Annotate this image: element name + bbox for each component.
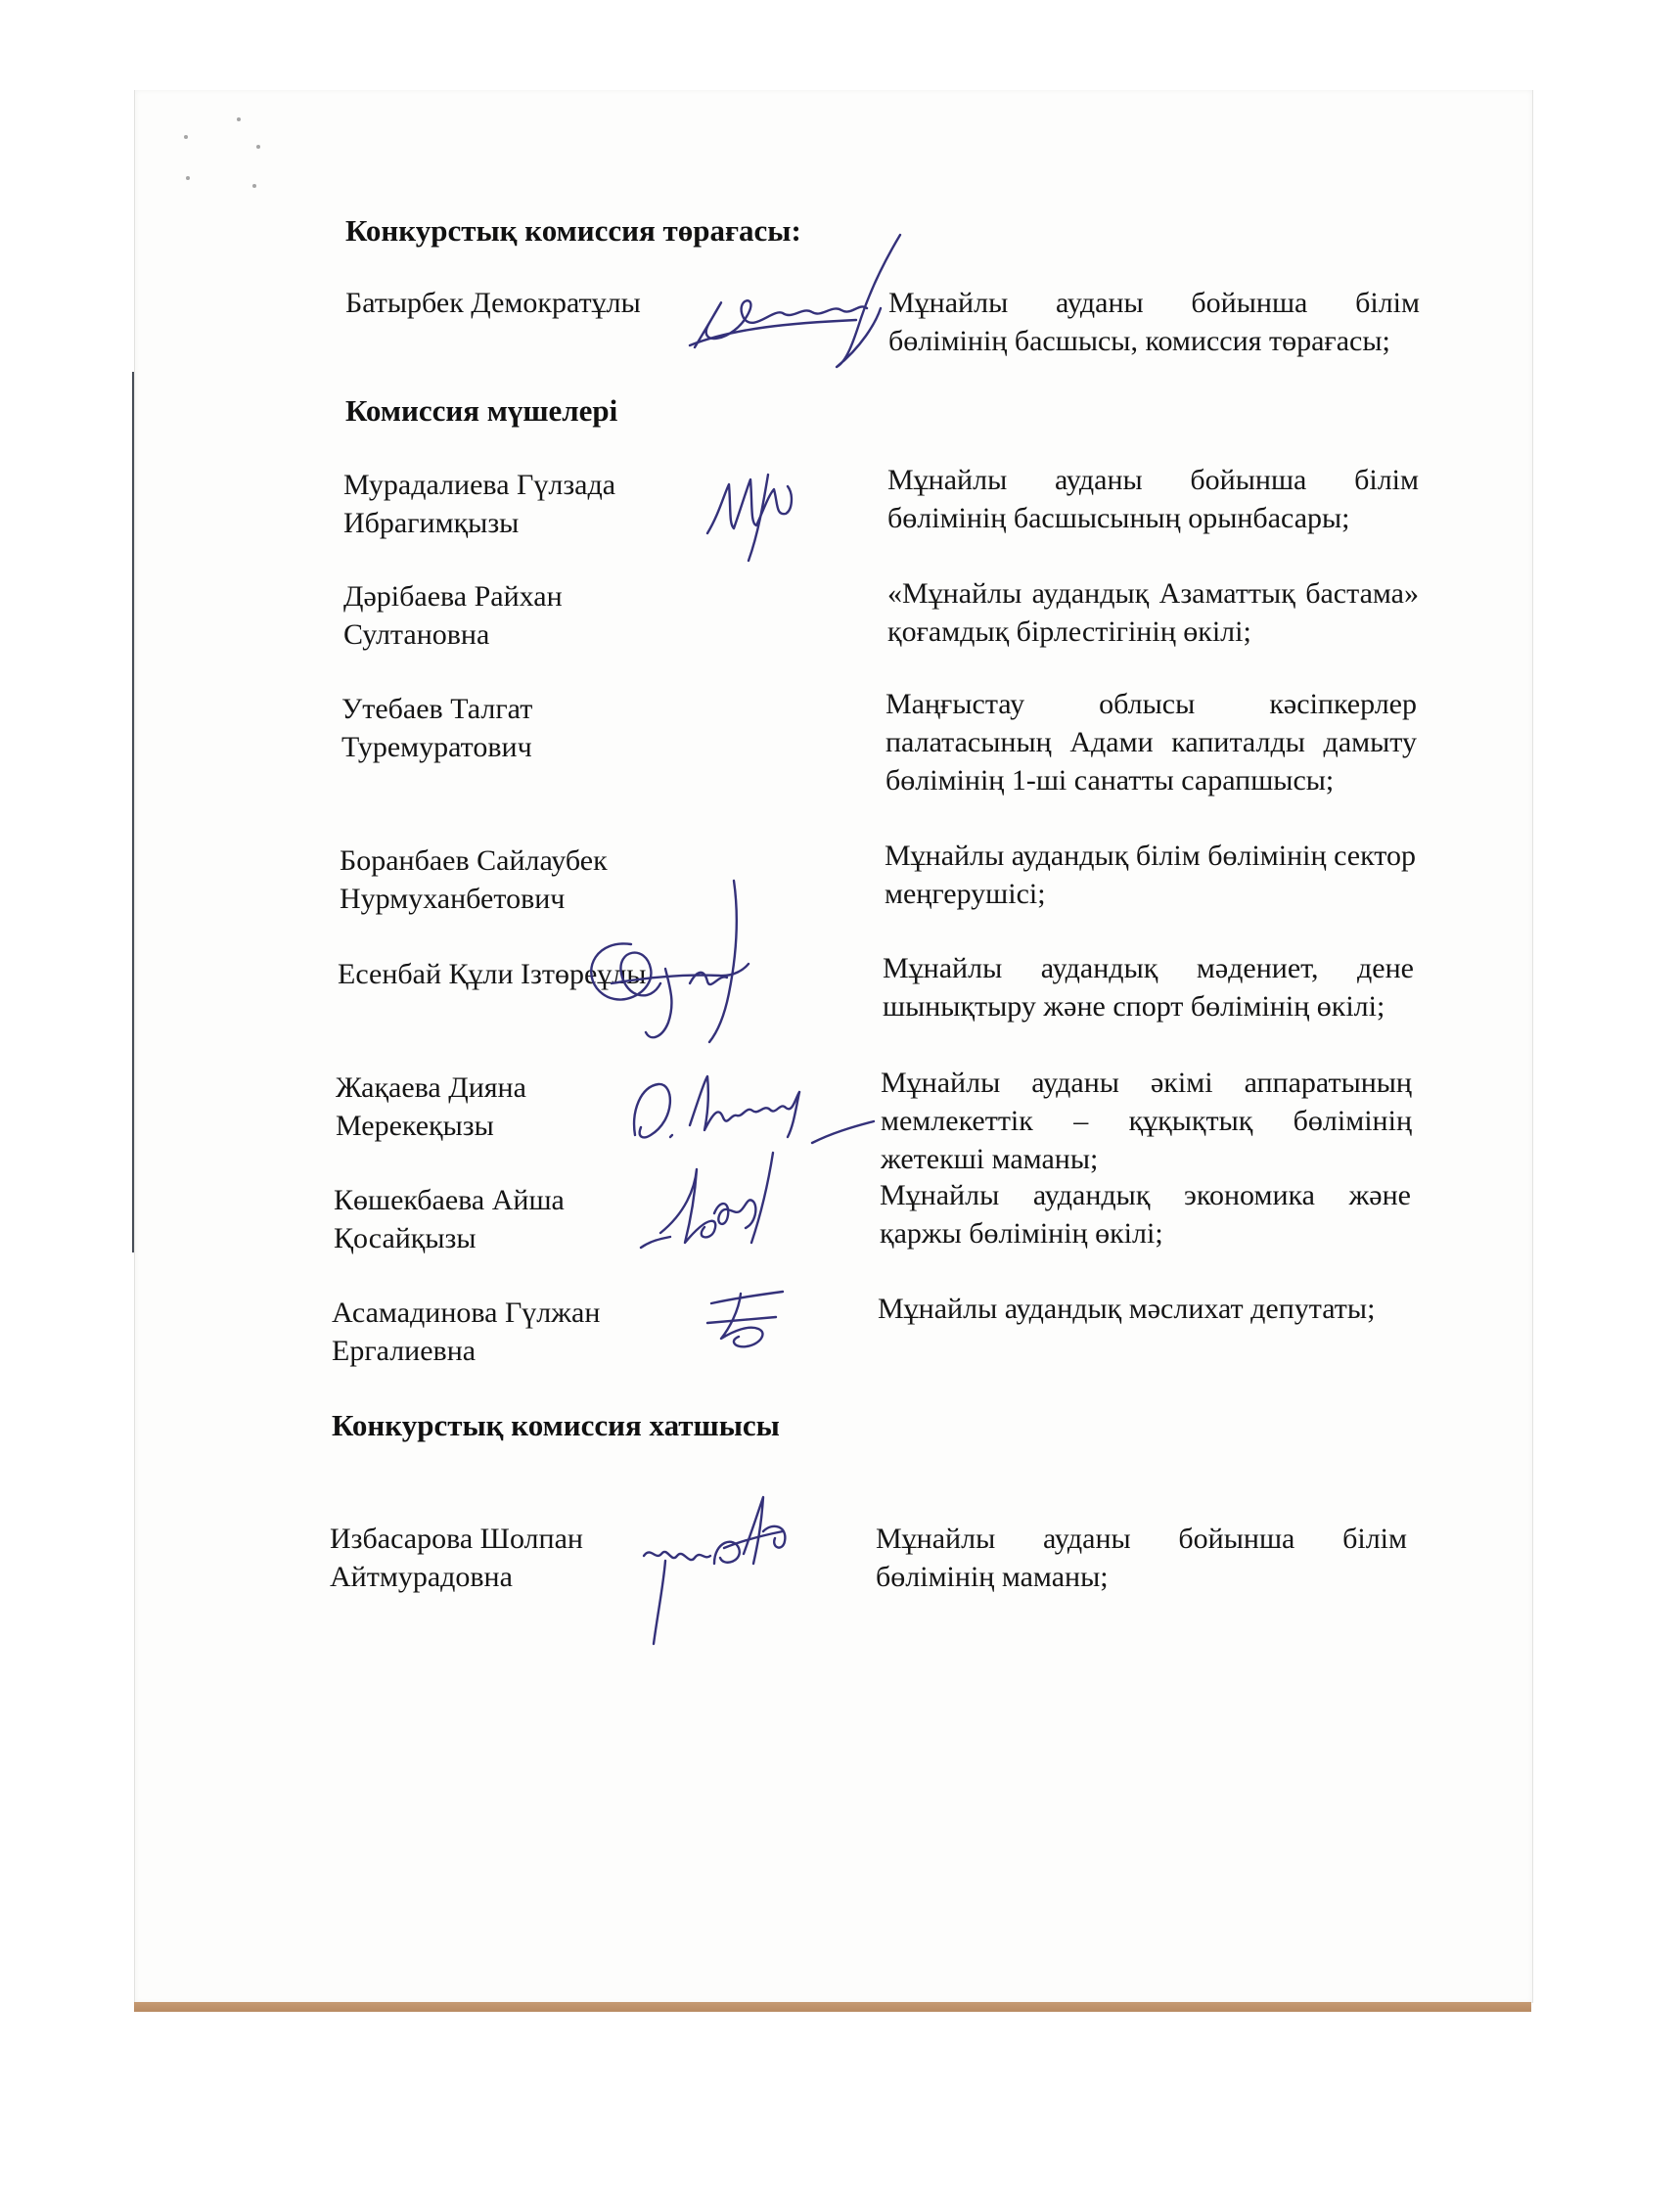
chair-name: Батырбек Демократұлы [345,287,641,319]
chair-heading: Конкурстық комиссия төрағасы: [345,213,801,248]
member-name: Асамадинова Гүлжан Ергалиевна [332,1297,601,1367]
member-signature [636,1145,793,1257]
member-signature [700,455,807,568]
scan-background-strip [134,2002,1531,2012]
member-name: Есенбай Құли Ізтөреұлы [338,958,647,990]
document-page [134,90,1533,2003]
member-name: Көшекбаева Айша Қосайқызы [334,1184,565,1254]
member-signature [700,1282,797,1355]
member-position: Мұнайлы аудандық мәдениет, дене шынықтыру және спорт бөлімінің өкілі; [883,952,1414,1023]
member-name: Боранбаев Сайлаубек Нурмуханбетович [340,844,608,915]
member-signature [572,876,783,1062]
paper-speck [256,145,260,149]
member-signature [621,1067,885,1155]
secretary-signature [626,1487,802,1649]
chair-signature [675,230,915,377]
paper-speck [186,176,190,180]
paper-speck [252,184,256,188]
member-position: Мұнайлы аудандық мәслихат депутаты; [878,1293,1376,1325]
member-position: Мұнайлы аудандық экономика және қаржы бөлімінің өкілі; [880,1179,1411,1250]
member-position: Маңғыстау облысы кәсіпкерлер палатасының Адами капиталды дамыту бөлімінің 1-ші санатты сарапшысы; [885,688,1417,797]
member-position: «Мұнайлы аудандық Азаматтық бастама» қоғамдық бірлестігінің өкілі; [887,577,1419,648]
paper-speck [184,135,188,139]
secretary-name: Избасарова Шолпан Айтмурадовна [330,1523,583,1593]
member-name: Дәрібаева Райхан Султановна [343,580,563,651]
member-name: Жақаева Дияна Мерекеқызы [336,1071,526,1142]
member-position: Мұнайлы ауданы бойынша білім бөлімінің басшысының орынбасары; [887,464,1419,534]
member-name: Мурадалиева Гүлзада Ибрагимқызы [343,469,616,539]
chair-position: Мұнайлы ауданы бойынша білім бөлімінің басшысы, комиссия төрағасы; [888,287,1420,357]
secretary-position: Мұнайлы ауданы бойынша білім бөлімінің маманы; [876,1523,1407,1593]
members-heading: Комиссия мүшелері [345,393,618,428]
member-position: Мұнайлы ауданы әкімі аппаратының мемлекеттік – құқықтық бөлімінің жетекші маманы; [881,1067,1412,1175]
member-position: Мұнайлы аудандық білім бөлімінің сектор меңгерушісі; [885,840,1416,910]
paper-speck [237,117,241,121]
secretary-heading: Конкурстық комиссия хатшысы [332,1408,780,1442]
member-name: Утебаев Талгат Туремуратович [341,693,533,763]
